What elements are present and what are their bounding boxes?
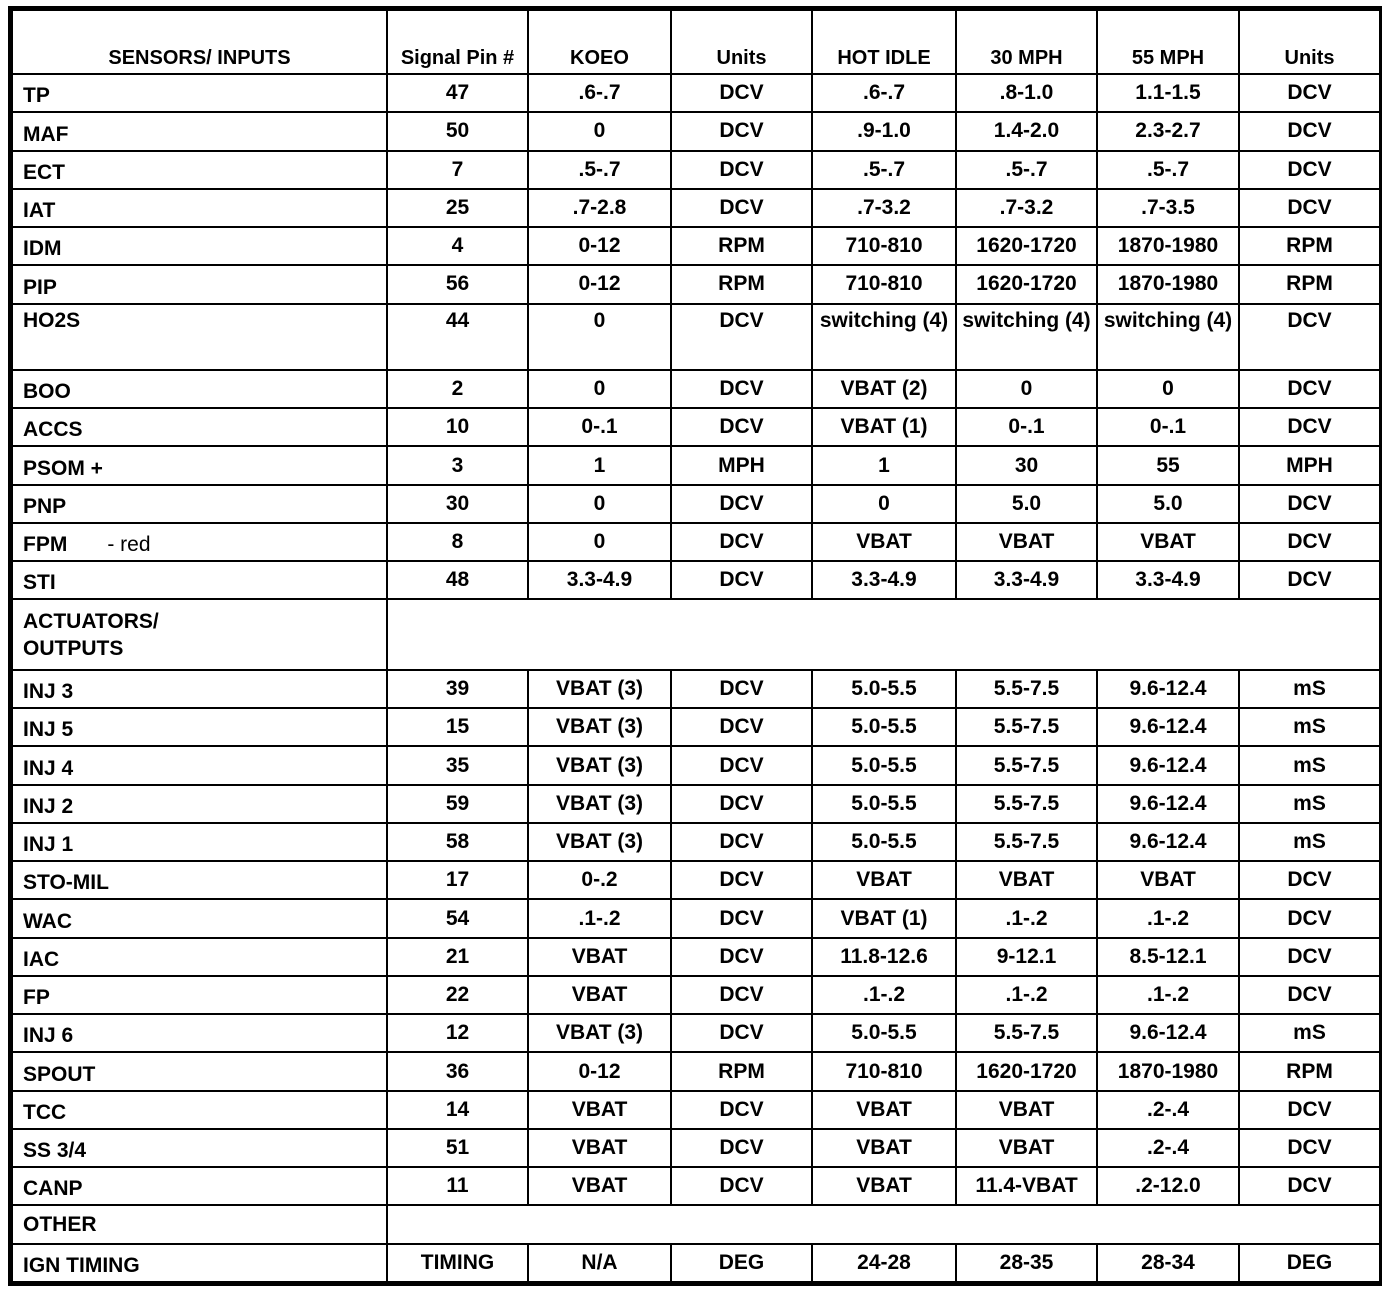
- table-cell: 10: [387, 408, 528, 446]
- table-cell: RPM: [671, 265, 812, 303]
- table-cell: VBAT (1): [812, 899, 956, 937]
- table-cell: DCV: [671, 1091, 812, 1129]
- table-cell: .5-.7: [956, 151, 1097, 189]
- table-row: [12, 1167, 1380, 1205]
- table-cell: 35: [387, 746, 528, 784]
- table-cell: VBAT: [1097, 523, 1239, 561]
- table-cell: 17: [387, 861, 528, 899]
- table-cell: .7-3.2: [956, 189, 1097, 227]
- table-row: [12, 1244, 1380, 1282]
- col-header-units-2: Units: [1239, 10, 1380, 74]
- table-cell: VBAT: [528, 1129, 671, 1167]
- table-cell: 8.5-12.1: [1097, 938, 1239, 976]
- table-cell: 50: [387, 112, 528, 150]
- other-rows: [12, 1244, 1380, 1282]
- table-cell: DCV: [671, 938, 812, 976]
- table-cell: DCV: [671, 976, 812, 1014]
- row-label: HO2S: [12, 304, 387, 370]
- table-cell: 56: [387, 265, 528, 303]
- table-cell: 0-.1: [956, 408, 1097, 446]
- table-cell: 5.5-7.5: [956, 823, 1097, 861]
- table-cell: 15: [387, 708, 528, 746]
- table-cell: 11.4-VBAT: [956, 1167, 1097, 1205]
- row-label: MAF: [12, 112, 387, 150]
- table-cell: RPM: [1239, 1052, 1380, 1090]
- table-cell: 1: [528, 446, 671, 484]
- table-cell: 30: [956, 446, 1097, 484]
- table-row: [12, 1129, 1380, 1167]
- table-cell: 9.6-12.4: [1097, 785, 1239, 823]
- table-row: [12, 899, 1380, 937]
- fpm-wire-note: - red: [107, 533, 151, 557]
- table-row: [12, 227, 1380, 265]
- table-cell: 0: [528, 485, 671, 523]
- table-cell: DCV: [671, 670, 812, 708]
- table-cell: DCV: [1239, 485, 1380, 523]
- table-cell: MPH: [1239, 446, 1380, 484]
- table-cell: DCV: [1239, 304, 1380, 370]
- table-cell: VBAT (3): [528, 746, 671, 784]
- row-label: IGN TIMING: [12, 1244, 387, 1282]
- table-cell: .5-.7: [1097, 151, 1239, 189]
- row-label: IAC: [12, 938, 387, 976]
- table-cell: 5.5-7.5: [956, 708, 1097, 746]
- table-cell: DCV: [671, 151, 812, 189]
- table-row: [12, 1052, 1380, 1090]
- table-cell: .6-.7: [812, 74, 956, 112]
- row-label: PIP: [12, 265, 387, 303]
- table-cell: DCV: [671, 523, 812, 561]
- table-cell: DCV: [671, 861, 812, 899]
- table-cell: 9-12.1: [956, 938, 1097, 976]
- table-row: [12, 785, 1380, 823]
- table-row: [12, 408, 1380, 446]
- table-cell: 5.0-5.5: [812, 785, 956, 823]
- table-cell: switching (4): [1097, 304, 1239, 370]
- section-heading-actuators: ACTUATORS/ OUTPUTS: [12, 599, 387, 669]
- table-cell: 39: [387, 670, 528, 708]
- table-cell: DCV: [671, 370, 812, 408]
- table-cell: DCV: [671, 189, 812, 227]
- table-cell: VBAT: [1097, 861, 1239, 899]
- table-cell: 44: [387, 304, 528, 370]
- table-cell: 2: [387, 370, 528, 408]
- table-row: [12, 523, 1380, 561]
- section-heading-blank: [387, 599, 1380, 669]
- table-cell: VBAT: [956, 523, 1097, 561]
- table-cell: VBAT: [812, 1167, 956, 1205]
- table-cell: 0-.1: [1097, 408, 1239, 446]
- row-label: INJ 1: [12, 823, 387, 861]
- table-cell: 5.5-7.5: [956, 670, 1097, 708]
- table-cell: .1-.2: [956, 899, 1097, 937]
- table-row: [12, 265, 1380, 303]
- table-row: [12, 976, 1380, 1014]
- sensor-rows: [12, 74, 1380, 599]
- row-label: STI: [12, 561, 387, 599]
- table-cell: 0-.1: [528, 408, 671, 446]
- table-cell: 0-.2: [528, 861, 671, 899]
- table-row: [12, 1091, 1380, 1129]
- table-cell: DCV: [671, 746, 812, 784]
- table-cell: DCV: [1239, 112, 1380, 150]
- table-cell: 1.4-2.0: [956, 112, 1097, 150]
- table-cell: 55: [1097, 446, 1239, 484]
- table-cell: 25: [387, 189, 528, 227]
- table-cell: DCV: [671, 708, 812, 746]
- table-cell: TIMING: [387, 1244, 528, 1282]
- table-cell: 0: [956, 370, 1097, 408]
- table-cell: DCV: [671, 785, 812, 823]
- section-heading-row: [12, 599, 1380, 669]
- table-cell: mS: [1239, 1014, 1380, 1052]
- table-cell: 30: [387, 485, 528, 523]
- table-cell: 24-28: [812, 1244, 956, 1282]
- header-row: [12, 10, 1380, 74]
- table-cell: 28-34: [1097, 1244, 1239, 1282]
- table-row: [12, 708, 1380, 746]
- table-cell: DCV: [671, 485, 812, 523]
- table-cell: .1-.2: [812, 976, 956, 1014]
- table-cell: 3.3-4.9: [1097, 561, 1239, 599]
- actuators-section: [12, 599, 1380, 669]
- table-cell: DCV: [671, 408, 812, 446]
- table-row: [12, 823, 1380, 861]
- table-row: [12, 938, 1380, 976]
- table-cell: DCV: [1239, 899, 1380, 937]
- table-cell: DCV: [671, 304, 812, 370]
- section-heading-blank: [387, 1205, 1380, 1243]
- table-cell: DCV: [1239, 976, 1380, 1014]
- table-cell: 9.6-12.4: [1097, 670, 1239, 708]
- table-cell: DEG: [1239, 1244, 1380, 1282]
- table-cell: DCV: [1239, 1129, 1380, 1167]
- table-cell: 5.0-5.5: [812, 670, 956, 708]
- table-cell: 1870-1980: [1097, 227, 1239, 265]
- table-row: [12, 746, 1380, 784]
- table-row: [12, 485, 1380, 523]
- table-row: [12, 861, 1380, 899]
- table-cell: 1870-1980: [1097, 265, 1239, 303]
- table-cell: VBAT (3): [528, 785, 671, 823]
- table-cell: 1620-1720: [956, 227, 1097, 265]
- table-row: [12, 304, 1380, 370]
- table-cell: .2-12.0: [1097, 1167, 1239, 1205]
- table-cell: 58: [387, 823, 528, 861]
- table-cell: VBAT: [956, 1091, 1097, 1129]
- row-label: BOO: [12, 370, 387, 408]
- table-cell: RPM: [1239, 265, 1380, 303]
- table-cell: 3.3-4.9: [528, 561, 671, 599]
- row-label: FP: [12, 976, 387, 1014]
- row-label: INJ 6: [12, 1014, 387, 1052]
- table-row: [12, 74, 1380, 112]
- table-cell: RPM: [1239, 227, 1380, 265]
- table-cell: 0: [528, 112, 671, 150]
- col-header-units: Units: [671, 10, 812, 74]
- table-cell: 710-810: [812, 265, 956, 303]
- table-cell: VBAT (3): [528, 708, 671, 746]
- row-label: TCC: [12, 1091, 387, 1129]
- table-cell: .6-.7: [528, 74, 671, 112]
- row-label: SPOUT: [12, 1052, 387, 1090]
- table-cell: 5.0: [956, 485, 1097, 523]
- table-cell: 1870-1980: [1097, 1052, 1239, 1090]
- table-cell: DCV: [671, 823, 812, 861]
- table-cell: 0: [528, 523, 671, 561]
- table-cell: DCV: [1239, 408, 1380, 446]
- table-cell: VBAT: [812, 861, 956, 899]
- table-cell: .2-.4: [1097, 1091, 1239, 1129]
- table-cell: .7-2.8: [528, 189, 671, 227]
- table-row: [12, 1014, 1380, 1052]
- row-label: ECT: [12, 151, 387, 189]
- row-label: TP: [12, 74, 387, 112]
- table-cell: .1-.2: [528, 899, 671, 937]
- table-row: [12, 446, 1380, 484]
- section-heading-row: [12, 1205, 1380, 1243]
- row-label: INJ 3: [12, 670, 387, 708]
- table-cell: 8: [387, 523, 528, 561]
- table-cell: 11: [387, 1167, 528, 1205]
- table-cell: 0-12: [528, 1052, 671, 1090]
- table-cell: VBAT: [956, 861, 1097, 899]
- table-cell: .1-.2: [956, 976, 1097, 1014]
- table-cell: DEG: [671, 1244, 812, 1282]
- row-label: INJ 5: [12, 708, 387, 746]
- table-cell: .1-.2: [1097, 976, 1239, 1014]
- table-cell: 9.6-12.4: [1097, 823, 1239, 861]
- table-cell: VBAT: [812, 1091, 956, 1129]
- table-row: [12, 112, 1380, 150]
- row-label: INJ 2: [12, 785, 387, 823]
- table-cell: DCV: [671, 1014, 812, 1052]
- col-header-55-mph: 55 MPH: [1097, 10, 1239, 74]
- table-cell: 5.0-5.5: [812, 1014, 956, 1052]
- table-cell: VBAT: [528, 1091, 671, 1129]
- table-cell: .5-.7: [812, 151, 956, 189]
- table-cell: 0-12: [528, 265, 671, 303]
- table-cell: switching (4): [812, 304, 956, 370]
- table-cell: 0: [528, 370, 671, 408]
- table-cell: .1-.2: [1097, 899, 1239, 937]
- table-cell: VBAT: [528, 938, 671, 976]
- table-cell: switching (4): [956, 304, 1097, 370]
- table-cell: RPM: [671, 1052, 812, 1090]
- table-cell: 11.8-12.6: [812, 938, 956, 976]
- table-cell: DCV: [1239, 74, 1380, 112]
- table-cell: 710-810: [812, 1052, 956, 1090]
- table-row: [12, 151, 1380, 189]
- row-label: WAC: [12, 899, 387, 937]
- table-cell: 51: [387, 1129, 528, 1167]
- table-cell: VBAT: [812, 523, 956, 561]
- table-cell: 22: [387, 976, 528, 1014]
- row-label: STO-MIL: [12, 861, 387, 899]
- actuator-rows: [12, 670, 1380, 1206]
- table-cell: 1: [812, 446, 956, 484]
- table-cell: VBAT (2): [812, 370, 956, 408]
- table-cell: 47: [387, 74, 528, 112]
- row-label: ACCS: [12, 408, 387, 446]
- table-cell: DCV: [1239, 561, 1380, 599]
- table-cell: .9-1.0: [812, 112, 956, 150]
- col-header-signal-pin: Signal Pin #: [387, 10, 528, 74]
- col-header-hot-idle: HOT IDLE: [812, 10, 956, 74]
- row-label: PNP: [12, 485, 387, 523]
- table-cell: .7-3.5: [1097, 189, 1239, 227]
- row-label: CANP: [12, 1167, 387, 1205]
- table-cell: DCV: [671, 899, 812, 937]
- sensor-spec-table: [11, 9, 1381, 1283]
- table-cell: 28-35: [956, 1244, 1097, 1282]
- table-cell: .2-.4: [1097, 1129, 1239, 1167]
- table-cell: DCV: [1239, 151, 1380, 189]
- row-label: INJ 4: [12, 746, 387, 784]
- other-section: [12, 1205, 1380, 1243]
- table-cell: 21: [387, 938, 528, 976]
- table-cell: DCV: [671, 561, 812, 599]
- table-cell: DCV: [671, 1167, 812, 1205]
- table-cell: 7: [387, 151, 528, 189]
- table-cell: 0: [528, 304, 671, 370]
- table-cell: 5.5-7.5: [956, 1014, 1097, 1052]
- table-row: [12, 189, 1380, 227]
- row-label: IDM: [12, 227, 387, 265]
- table-cell: .5-.7: [528, 151, 671, 189]
- table-cell: VBAT: [528, 1167, 671, 1205]
- table-cell: DCV: [1239, 938, 1380, 976]
- table-cell: mS: [1239, 746, 1380, 784]
- table-cell: 12: [387, 1014, 528, 1052]
- table-cell: DCV: [671, 74, 812, 112]
- table-cell: DCV: [1239, 189, 1380, 227]
- table-cell: VBAT: [528, 976, 671, 1014]
- col-header-30-mph: 30 MPH: [956, 10, 1097, 74]
- table-cell: 3.3-4.9: [956, 561, 1097, 599]
- table-cell: DCV: [1239, 861, 1380, 899]
- table-cell: 3.3-4.9: [812, 561, 956, 599]
- table-cell: VBAT: [956, 1129, 1097, 1167]
- section-heading-other: OTHER: [12, 1205, 387, 1243]
- table-cell: 48: [387, 561, 528, 599]
- table-cell: 1.1-1.5: [1097, 74, 1239, 112]
- table-cell: DCV: [1239, 523, 1380, 561]
- table-cell: 4: [387, 227, 528, 265]
- table-cell: VBAT: [812, 1129, 956, 1167]
- table-cell: .7-3.2: [812, 189, 956, 227]
- table-cell: RPM: [671, 227, 812, 265]
- table-cell: 0: [812, 485, 956, 523]
- table-cell: VBAT (3): [528, 1014, 671, 1052]
- col-header-sensors: SENSORS/ INPUTS: [12, 10, 387, 74]
- table-cell: mS: [1239, 785, 1380, 823]
- table-cell: 5.0-5.5: [812, 708, 956, 746]
- table-cell: DCV: [671, 1129, 812, 1167]
- spec-table-sheet: [8, 6, 1382, 1286]
- table-cell: 5.0-5.5: [812, 746, 956, 784]
- table-cell: 9.6-12.4: [1097, 1014, 1239, 1052]
- table-cell: 710-810: [812, 227, 956, 265]
- row-label: IAT: [12, 189, 387, 227]
- table-cell: 5.5-7.5: [956, 746, 1097, 784]
- table-cell: DCV: [1239, 370, 1380, 408]
- table-cell: 5.0: [1097, 485, 1239, 523]
- table-cell: N/A: [528, 1244, 671, 1282]
- table-cell: 36: [387, 1052, 528, 1090]
- table-cell: DCV: [1239, 1091, 1380, 1129]
- table-cell: DCV: [1239, 1167, 1380, 1205]
- table-cell: 54: [387, 899, 528, 937]
- row-label: PSOM +: [12, 446, 387, 484]
- col-header-koeo: KOEO: [528, 10, 671, 74]
- table-cell: 14: [387, 1091, 528, 1129]
- table-cell: MPH: [671, 446, 812, 484]
- table-cell: 9.6-12.4: [1097, 708, 1239, 746]
- table-cell: 9.6-12.4: [1097, 746, 1239, 784]
- table-cell: .8-1.0: [956, 74, 1097, 112]
- table-cell: mS: [1239, 823, 1380, 861]
- table-row: [12, 670, 1380, 708]
- table-cell: 5.5-7.5: [956, 785, 1097, 823]
- row-label: FPM - red: [12, 523, 387, 561]
- row-label: SS 3/4: [12, 1129, 387, 1167]
- table-cell: VBAT (1): [812, 408, 956, 446]
- table-cell: 1620-1720: [956, 265, 1097, 303]
- table-cell: mS: [1239, 708, 1380, 746]
- table-cell: 3: [387, 446, 528, 484]
- table-cell: DCV: [671, 112, 812, 150]
- table-cell: mS: [1239, 670, 1380, 708]
- table-cell: VBAT (3): [528, 670, 671, 708]
- table-cell: VBAT (3): [528, 823, 671, 861]
- table-cell: 0: [1097, 370, 1239, 408]
- table-cell: 1620-1720: [956, 1052, 1097, 1090]
- table-cell: 5.0-5.5: [812, 823, 956, 861]
- table-cell: 2.3-2.7: [1097, 112, 1239, 150]
- table-row: [12, 561, 1380, 599]
- table-cell: 59: [387, 785, 528, 823]
- table-cell: 0-12: [528, 227, 671, 265]
- table-row: [12, 370, 1380, 408]
